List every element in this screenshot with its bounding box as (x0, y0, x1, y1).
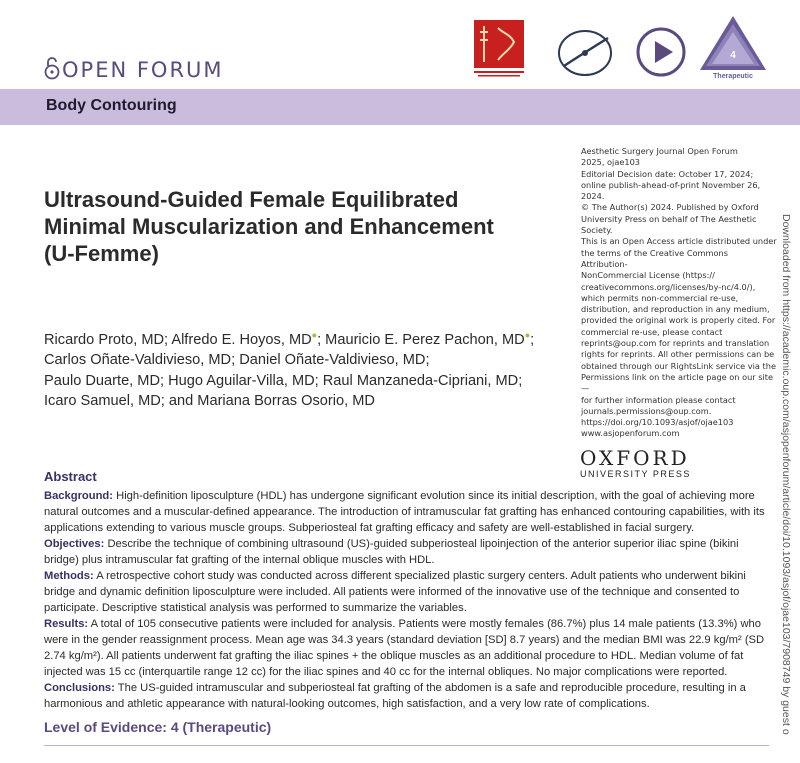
abstract-label: Methods: (44, 570, 94, 582)
title-line: (U-Femme) (44, 241, 159, 266)
author-list (44, 325, 574, 412)
author-text[interactable]: Ricardo Proto, MD; Alfredo E. Hoyos, MD (44, 331, 312, 348)
abstract-conclusions (44, 680, 769, 712)
abstract-text: A total of 105 consecutive patients were included for analysis. Patients were mostly females (86.7%) plus 14 male patients (13.3%) who were in the gender reassignment process. Mean age was 34.3 years (standard deviation [SD] 8.7 years) and the median BMI was 22.9 kg/m² (SD 2.74 kg/m²). All patients underwent fat grafting the iliac spines + the oblique muscles as an additional procedure to HDL. Median volume of fat injected was 15 cc (interquartile range 12 cc) for the iliac spines and 40 cc for the internal obliques. No major complications were reported. (44, 618, 765, 678)
journal-brand[interactable] (44, 56, 224, 84)
play-circle-icon (635, 26, 687, 78)
meta-line: 2024. (581, 191, 605, 202)
article-meta (581, 146, 777, 440)
meta-line[interactable]: NonCommercial License (https:// (581, 270, 715, 281)
meta-line: the terms of the Creative Commons Attribution- (581, 247, 728, 269)
abstract-text: The US-guided intramuscular and subperiosteal fat grafting of the abdomen is a safe and reproducible procedure, resulting in a harmonious and athletic appearance with natural-looking outcomes, high satisfaction, and a very low rate of complications. (44, 682, 746, 710)
meta-line: Society. (581, 225, 613, 236)
author-line[interactable]: Icaro Samuel, MD; and Mariana Borras Osorio, MD (44, 393, 375, 410)
meta-line: This is an Open Access article distributed under (581, 236, 777, 247)
abstract-label: Background: (44, 490, 113, 502)
orcid-icon[interactable]: ● (524, 330, 531, 340)
abstract-body (44, 488, 769, 712)
evidence-logo-label: Therapeutic (713, 73, 753, 80)
section-label[interactable]: Body Contouring (46, 97, 177, 114)
abstract-heading: Abstract (44, 469, 97, 484)
meta-line: online publish-ahead-of-print November 26, (581, 179, 761, 190)
meta-line: for further information please contact (581, 394, 736, 405)
abstract-text: A retrospective cohort study was conducted across different specialized plastic surgery centers. Adult patients who underwent bikini bridge and dynamic definition liposculpture were included. All patients were informed of the innovative use of the technique and consented to participate. Descriptive statistical analysis was performed to summarize the variables. (44, 570, 746, 614)
abstract-objectives (44, 536, 769, 568)
author-line (44, 325, 574, 350)
meta-line[interactable]: journals.permissions@oup.com. (581, 405, 712, 416)
abstract-methods (44, 568, 769, 616)
meta-line: 2025, ojae103 (581, 157, 641, 168)
publisher-name: OXFORD (580, 446, 690, 470)
abstract-text: High-definition liposculpture (HDL) has undergone significant evolution since its initial description, with the goal of achieving more natural outcomes and a muscular-defined appearance. The introduction of intramuscular fat grafting has enhanced contouring capabilities, with its applications extending to various muscle groups. Subperiosteal fat grafting efficacy and safety are well-established in facial surgery. (44, 490, 765, 534)
author-text[interactable]: ; Mauricio E. Perez Pachon, MD (317, 331, 525, 348)
meta-line: Editorial Decision date: October 17, 2024; (581, 168, 754, 179)
meta-line: © The Author(s) 2024. Published by Oxford (581, 202, 759, 213)
meta-line[interactable]: www.asjopenforum.com (581, 428, 680, 439)
publisher-subname: UNIVERSITY PRESS (580, 469, 691, 479)
title-line: Minimal Muscularization and Enhancement (44, 214, 494, 239)
meta-line: Aesthetic Surgery Journal Open Forum (581, 146, 738, 156)
meta-line: distribution, and reproduction in any medium, (581, 304, 770, 315)
meta-line: provided the original work is properly cited. For (581, 315, 776, 326)
abstract-text: Describe the technique of combining ultrasound (US)-guided subperiosteal lipoinjection of the anterior superior iliac spine (bikini bridge) plus intramuscular fat grafting of the internal oblique muscles with HDL. (44, 538, 739, 566)
brand-label: OPEN FORUM (62, 58, 224, 82)
author-line[interactable]: Paulo Duarte, MD; Hugo Aguilar-Villa, MD; Raul Manzaneda-Cipriani, MD; (44, 372, 523, 389)
publisher-logo (580, 446, 700, 479)
article-title (44, 186, 544, 267)
meta-line: creativecommons.org/licenses/by-nc/4.0/), (581, 281, 756, 292)
abstract-label: Objectives: (44, 538, 105, 550)
level-of-evidence: Level of Evidence: 4 (Therapeutic) (44, 719, 272, 735)
header-logos (470, 10, 786, 82)
meta-line: obtained through our RightsLink service via the (581, 360, 776, 371)
meta-line: Permissions link on the article page on our site— (581, 371, 774, 394)
meta-line: commercial re-use, please contact (581, 326, 723, 337)
evidence-triangle-icon (698, 14, 768, 82)
evidence-level-number: 4 (730, 50, 736, 61)
abstract-background (44, 488, 769, 536)
abstract-label: Conclusions: (44, 682, 115, 694)
meta-line[interactable]: https://doi.org/10.1093/asjof/ojae103 (581, 417, 734, 428)
download-sidenote-text: Downloaded from https://academic.oup.com/asjopenforum/article/doi/10.1093/asjof/ojae103/7908749 by guest o (780, 214, 792, 735)
divider (44, 745, 769, 746)
meta-line: which permits non-commercial re-use, (581, 292, 739, 303)
title-line: Ultrasound-Guided Female Equilibrated (44, 187, 459, 212)
society-crest-icon (470, 18, 528, 80)
author-line[interactable]: Carlos Oñate-Valdivieso, MD; Daniel Oñate-Valdivieso, MD; (44, 352, 430, 369)
author-text: ; (530, 331, 535, 348)
open-access-lock-icon (44, 56, 60, 85)
ring-logo-icon (556, 28, 614, 78)
meta-line: University Press on behalf of The Aesthetic (581, 213, 757, 224)
download-sidenote (776, 214, 796, 759)
orcid-icon[interactable]: ● (311, 330, 318, 340)
meta-line[interactable]: reprints@oup.com for reprints and translation (581, 338, 770, 349)
abstract-label: Results: (44, 618, 89, 630)
meta-line: rights for reprints. All other permissions can be (581, 349, 775, 360)
abstract-results (44, 616, 769, 680)
